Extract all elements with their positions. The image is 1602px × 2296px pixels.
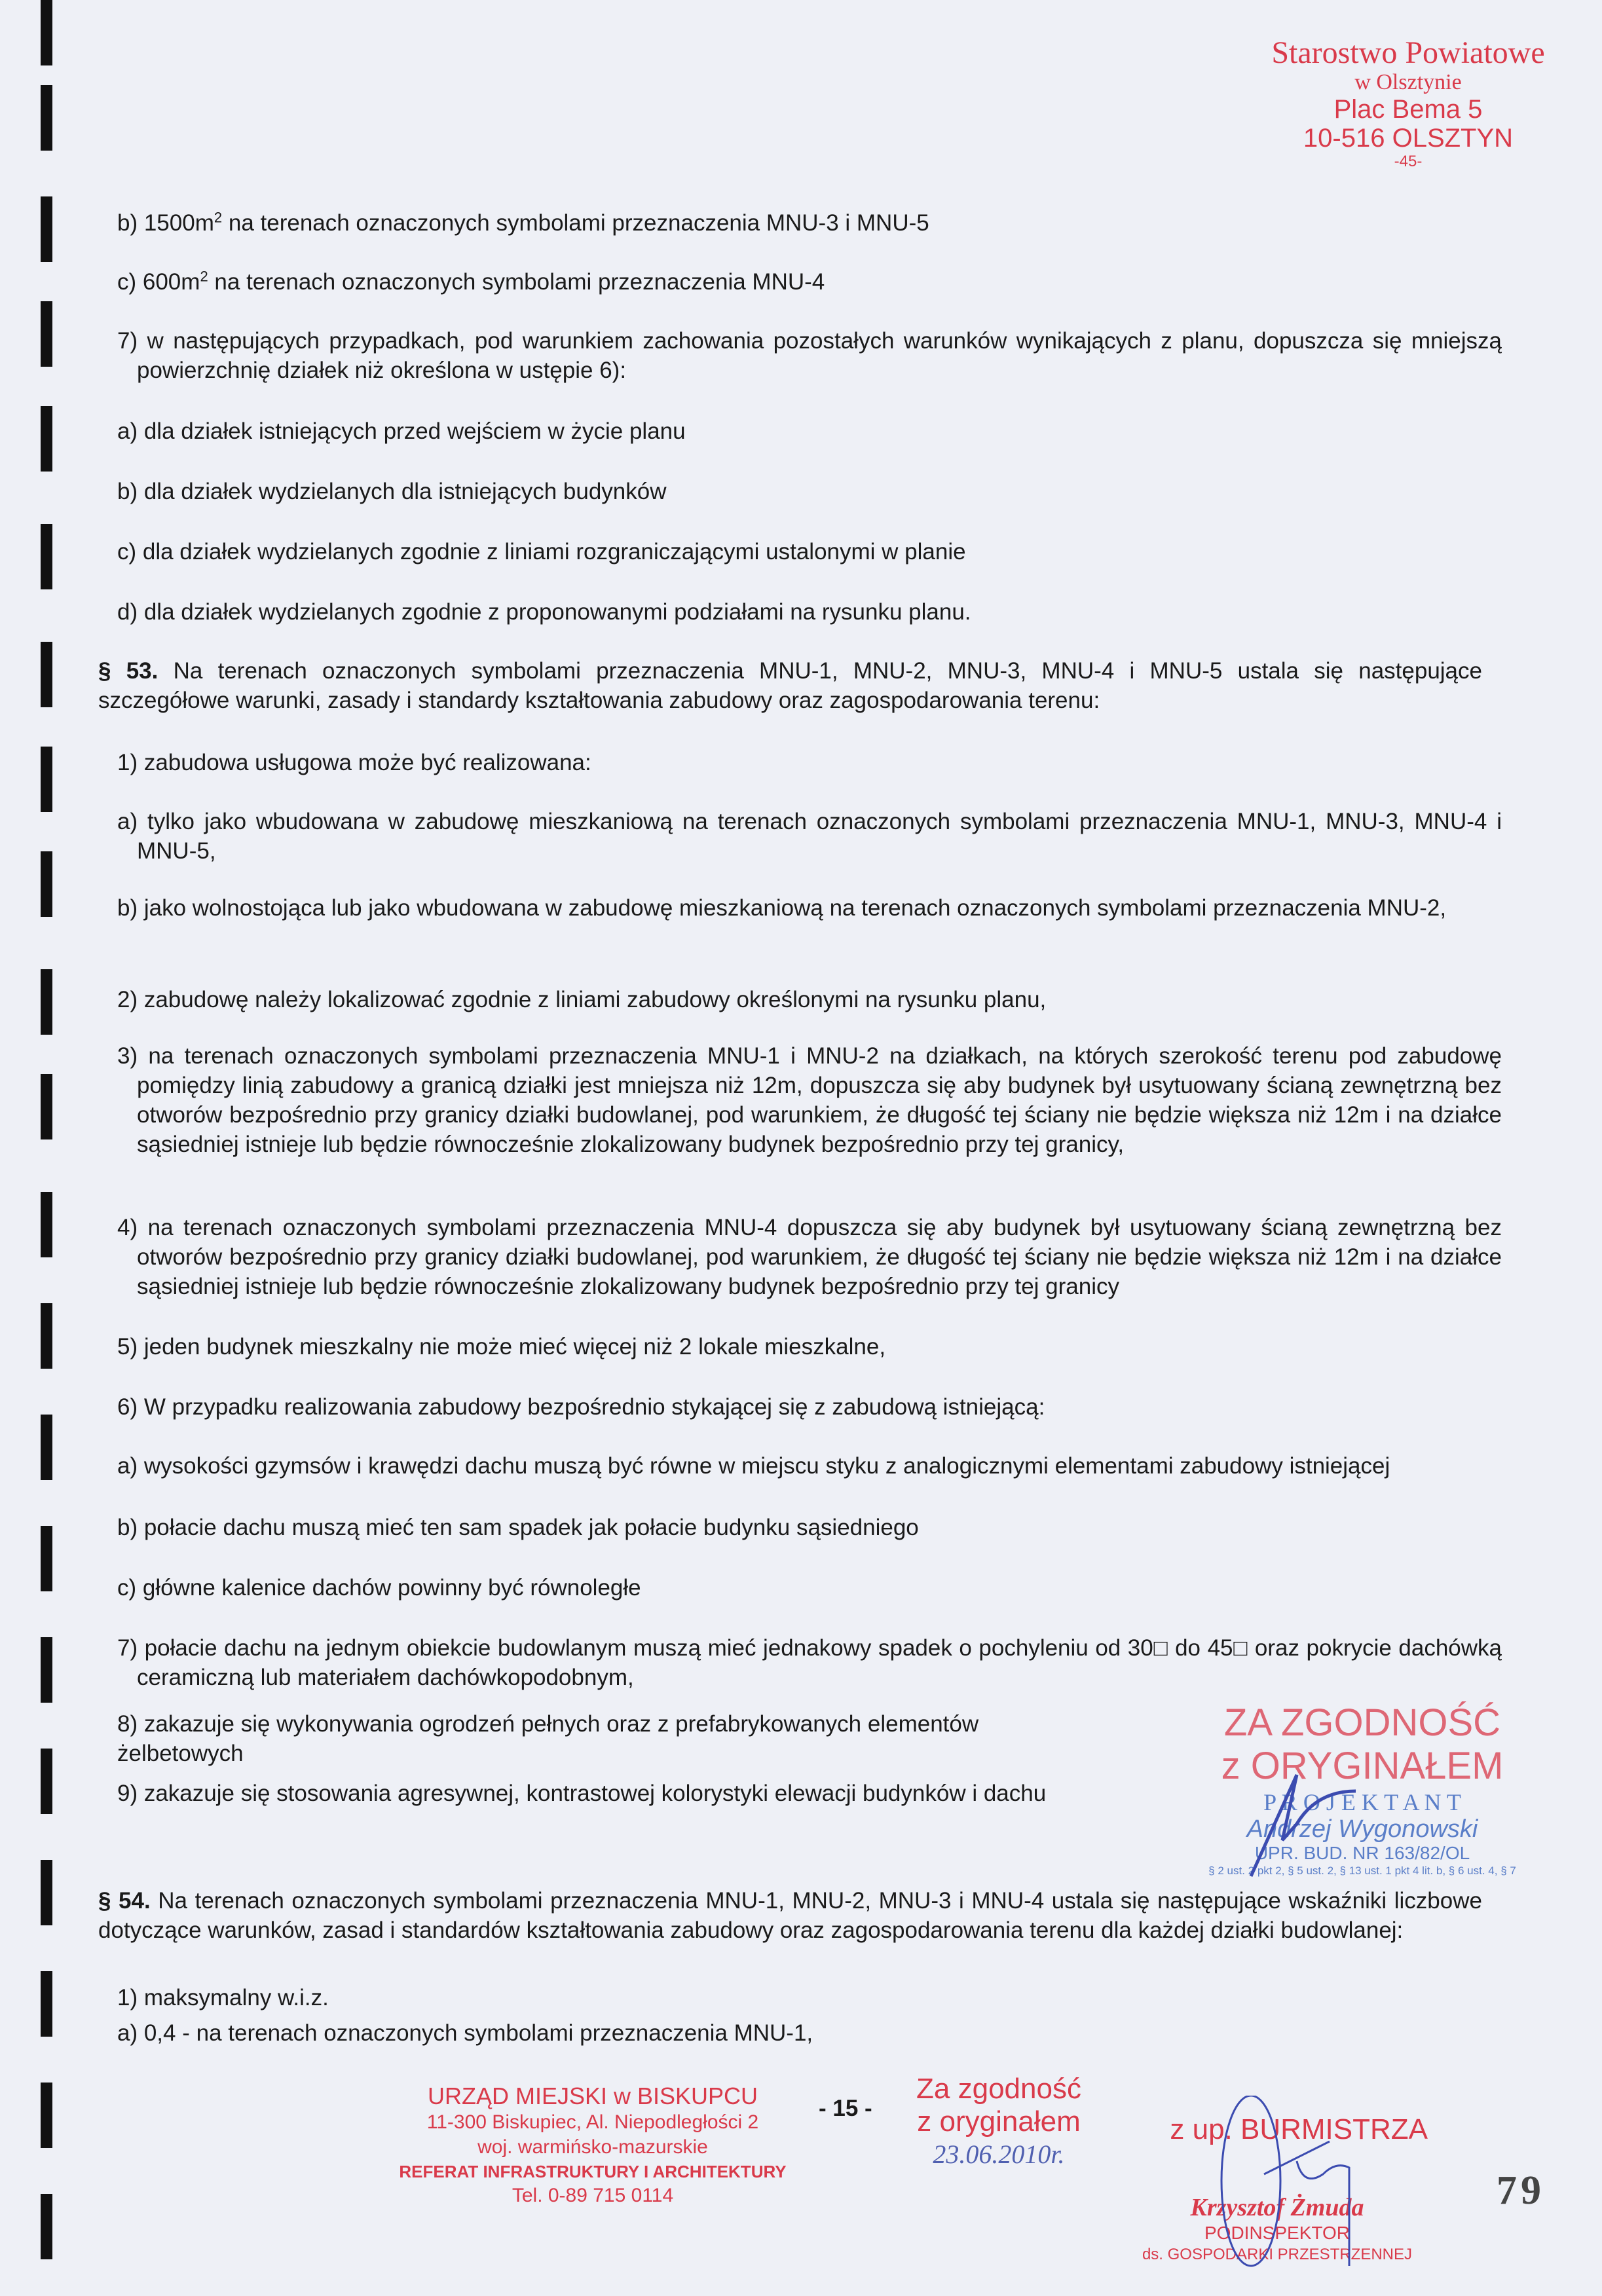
paragraph-text: 2) zabudowę należy lokalizować zgodnie z liniami zabudowy określonymi na rysunku planu,: [117, 987, 1047, 1012]
paragraph-text: 3) na terenach oznaczonych symbolami przeznaczenia MNU-1 i MNU-2 na działkach, na których szerokość terenu pod zabudowę pomiędzy linią zabudowy a granicą działki jest mniejsza niż 12m, dopuszcza się aby budynek był usytuowany ścianą zewnętrzną bez otworów bezpośrednio przy granicy działki budowlanej, pod warunkiem, że długość tej ściany nie będzie większa niż 12m i na działce sąsiedniej istnieje lub będzie równocześnie zlokalizowany budynek bezpośrednio przy tej granicy,: [117, 1043, 1502, 1157]
binding-mark: [41, 851, 52, 917]
signature-icon: [1244, 1768, 1375, 1879]
paragraph-text: b) jako wolnostojąca lub jako wbudowana w zabudowę mieszkaniową na terenach oznaczonych symbolami przeznaczenia MNU-2,: [117, 895, 1447, 921]
starostwo-stamp: [1231, 36, 1585, 171]
paragraph-text: 4) na terenach oznaczonych symbolami przeznaczenia MNU-4 dopuszcza się aby budynek był usytuowany ścianą zewnętrzną bez otworów bezpośrednio przy granicy działki budowlanej, pod warunkiem, że długość tej ściany nie będzie większa niż 12m i na działce sąsiedniej istnieje lub będzie równocześnie zlokalizowany budynek bezpośrednio przy tej granicy: [117, 1215, 1502, 1299]
binding-mark: [41, 196, 52, 262]
stamp-line: ds. GOSPODARKI PRZESTRZENNEJ: [1142, 2246, 1413, 2263]
binding-mark: [41, 1860, 52, 1925]
paragraph: [117, 417, 1482, 446]
paragraph: [117, 893, 1502, 923]
paragraph-text: Na terenach oznaczonych symbolami przeznaczenia MNU-1, MNU-2, MNU-3, MNU-4 i MNU-5 ustala się następujące szczegółowe warunki, zasady i standardy kształtowania zabudowy oraz zagospodarowania terenu:: [98, 658, 1482, 713]
paragraph-text: 7) w następujących przypadkach, pod warunkiem zachowania pozostałych warunków wynikających z planu, dopuszcza się mniejszą powierzchnię działek niż określona w ustępie 6):: [117, 328, 1502, 383]
signature-icon: [1199, 2096, 1369, 2292]
paragraph-text: 1) maksymalny w.i.z.: [117, 1985, 329, 2010]
paragraph: [117, 1041, 1502, 1159]
paragraph: [117, 1779, 1100, 1808]
binding-mark: [41, 1192, 52, 1257]
stamp-line: 11-300 Biskupiec, Al. Niepodległości 2: [426, 2111, 759, 2133]
stamp-line: Starostwo Powiatowe: [1271, 35, 1545, 70]
stamp-line: ZA ZGODNOŚĆ: [1223, 1701, 1501, 1744]
binding-mark: [41, 969, 52, 1035]
binding-mark: [41, 0, 52, 65]
stamp-line: z ORYGINAŁEM: [1221, 1745, 1504, 1787]
paragraph: [117, 597, 1482, 627]
stamp-line: UPR. BUD. NR 163/82/OL: [1254, 1843, 1470, 1863]
paragraph-text: b) 1500m: [117, 210, 214, 236]
stamp-line: -45-: [1394, 153, 1423, 170]
paragraph: [117, 208, 1482, 238]
binding-mark: [41, 1971, 52, 2037]
paragraph: [117, 807, 1502, 866]
stamp-line: PODINSPEKTOR: [1204, 2223, 1350, 2243]
paragraph: [117, 1513, 1482, 1542]
paragraph-text: a) tylko jako wbudowana w zabudowę mieszkaniową na terenach oznaczonych symbolami przeznaczenia MNU-1, MNU-3, MNU-4 i MNU-5,: [117, 809, 1502, 864]
stamp-line: Andrzej Wygonowski: [1246, 1815, 1478, 1843]
paragraph: [117, 1573, 1482, 1602]
binding-mark: [41, 85, 52, 151]
binding-mark: [41, 747, 52, 812]
stamp-line: woj. warmińsko-mazurskie: [477, 2136, 708, 2158]
stamp-line: P R O J E K T A N T: [1263, 1789, 1461, 1815]
sheet-number: 79: [1497, 2168, 1545, 2213]
paragraph: [117, 537, 1482, 566]
za-zgodnosc-z-oryginalem-stamp: [891, 2073, 1107, 2171]
paragraph: [117, 1213, 1502, 1301]
paragraph-text: a) wysokości gzymsów i krawędzi dachu muszą być równe w miejscu styku z analogicznymi elementami zabudowy istniejącej: [117, 1453, 1390, 1479]
binding-mark: [41, 1637, 52, 1703]
stamp-line: Plac Bema 5: [1333, 95, 1483, 124]
stamp-line: 10-516 OLSZTYN: [1303, 124, 1514, 153]
paragraph-text: b) połacie dachu muszą mieć ten sam spadek jak połacie budynku sąsiedniego: [117, 1515, 919, 1540]
stamp-line: Za zgodność: [916, 2073, 1081, 2105]
paragraph: [117, 985, 1482, 1014]
paragraph: [117, 1332, 1482, 1361]
paragraph: [117, 1983, 1482, 2012]
paragraph: [117, 326, 1502, 385]
page-number: - 15 -: [819, 2096, 872, 2121]
binding-mark: [41, 1415, 52, 1480]
stamp-line: z up. BURMISTRZA: [1170, 2113, 1428, 2145]
paragraph-text: c) dla działek wydzielanych zgodnie z liniami rozgraniczającymi ustalonymi w planie: [117, 539, 966, 565]
paragraph-text: 6) W przypadku realizowania zabudowy bezpośrednio stykającej się z zabudową istniejącą:: [117, 1394, 1045, 1420]
paragraph-text: na terenach oznaczonych symbolami przeznaczenia MNU-3 i MNU-5: [222, 210, 929, 236]
paragraph: [117, 477, 1482, 506]
section-number: § 53.: [98, 658, 158, 684]
binding-mark: [41, 1749, 52, 1814]
binding-mark: [41, 1074, 52, 1139]
paragraph-text: 9) zakazuje się stosowania agresywnej, kontrastowej kolorystyki elewacji budynków i dachu: [117, 1781, 1047, 1806]
paragraph: [98, 1886, 1482, 1945]
binding-mark: [41, 2194, 52, 2259]
stamp-line: z oryginałem: [917, 2105, 1081, 2138]
stamp-line: § 2 ust. 2 pkt 2, § 5 ust. 2, § 13 ust. 1 pkt 4 lit. b, § 6 ust. 4, § 7: [1208, 1864, 1516, 1877]
stamp-line: REFERAT INFRASTRUKTURY I ARCHITEKTURY: [399, 2162, 787, 2181]
urzad-stamp: [373, 2083, 812, 2208]
handwritten-date: 23.06.2010r.: [933, 2139, 1065, 2169]
stamp-line: Krzysztof Żmuda: [1190, 2194, 1364, 2221]
binding-mark: [41, 406, 52, 472]
paragraph-text: 8) zakazuje się wykonywania ogrodzeń pełnych oraz z prefabrykowanych elementów żelbetowych: [117, 1711, 979, 1766]
paragraph: [117, 267, 1482, 297]
paragraph-text: c) główne kalenice dachów powinny być równoległe: [117, 1575, 641, 1601]
paragraph-text: c) 600m: [117, 269, 200, 295]
stamp-line: w Olsztynie: [1354, 70, 1462, 94]
paragraph: [117, 1633, 1502, 1692]
superscript: 2: [214, 209, 223, 226]
paragraph-text: 7) połacie dachu na jednym obiekcie budowlanym muszą mieć jednakowy spadek o pochyleniu od 30□ do 45□ oraz pokrycie dachówką ceramiczną lub materiałem dachówkopodobnym,: [117, 1635, 1502, 1690]
binding-mark: [41, 1526, 52, 1591]
binding-mark: [41, 301, 52, 367]
stamp-line: Tel. 0-89 715 0114: [512, 2185, 674, 2206]
paragraph-text: a) dla działek istniejących przed wejściem w życie planu: [117, 418, 686, 444]
paragraph-text: b) dla działek wydzielanych dla istniejących budynków: [117, 479, 667, 504]
paragraph-text: 5) jeden budynek mieszkalny nie może mieć więcej niż 2 lokale mieszkalne,: [117, 1334, 886, 1360]
stamp-line: URZĄD MIEJSKI w BISKUPCU: [427, 2083, 758, 2109]
paragraph-text: na terenach oznaczonych symbolami przeznaczenia MNU-4: [208, 269, 825, 295]
binding-mark: [41, 642, 52, 707]
binding-mark: [41, 2083, 52, 2148]
binding-mark: [41, 1303, 52, 1369]
paragraph-text: d) dla działek wydzielanych zgodnie z proponowanymi podziałami na rysunku planu.: [117, 599, 971, 625]
paragraph: [117, 748, 1482, 777]
paragraph: [98, 656, 1482, 715]
paragraph-text: Na terenach oznaczonych symbolami przeznaczenia MNU-1, MNU-2, MNU-3 i MNU-4 ustala się następujące wskaźniki liczbowe dotyczące warunków, zasad i standardów kształtowania zabudowy oraz zagospodarowania terenu dla każdej działki budowlanej:: [98, 1888, 1482, 1943]
paragraph: [117, 2018, 1482, 2048]
paragraph-text: 1) zabudowa usługowa może być realizowana:: [117, 750, 591, 775]
paragraph: [117, 1451, 1482, 1481]
superscript: 2: [200, 268, 208, 285]
section-number: § 54.: [98, 1888, 151, 1914]
paragraph: [117, 1709, 1100, 1768]
paragraph: [117, 1392, 1482, 1422]
paragraph-text: a) 0,4 - na terenach oznaczonych symbolami przeznaczenia MNU-1,: [117, 2020, 813, 2046]
binding-mark: [41, 524, 52, 589]
